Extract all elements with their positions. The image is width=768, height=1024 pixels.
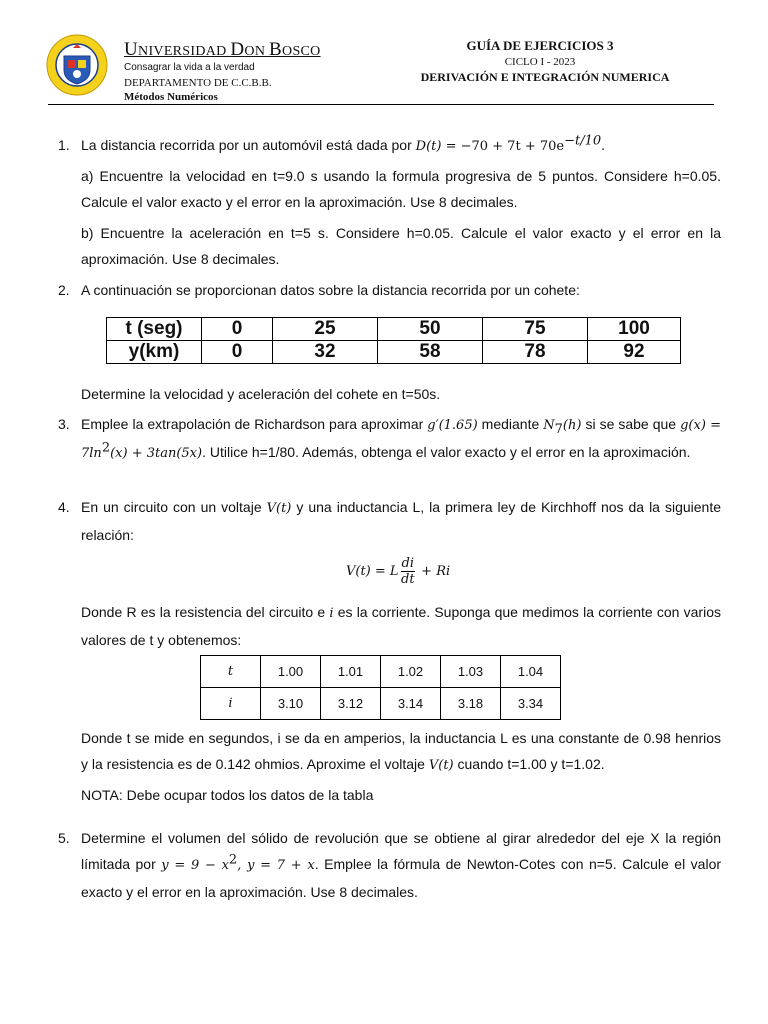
table-cell: 78 [483,341,588,364]
motto: Consagrar la vida a la verdad [124,62,255,73]
topic: DERIVACIÓN E INTEGRACIÓN NUMERICA [420,70,670,84]
table-cell: 3.12 [321,688,381,720]
problem-4-statement: En un circuito con un voltaje V(t) y una inductancia L, la primera ley de Kirchhoff nos da la siguiente relación: [81,499,722,543]
table-cell: 100 [588,318,681,341]
problem-4-current-text: Donde R es la resistencia del circuito e i es la corriente. Suponga que medimos la corriente con varios valores de t y obtenemos: [81,604,721,648]
table-cell: t (seg) [107,318,202,341]
table-cell: 3.34 [501,688,561,720]
table-cell: i [201,688,261,720]
table-cell: 1.01 [321,656,381,688]
problem-5-statement: Determine el volumen del sólido de revolución que se obtiene al girar alrededor del eje X la región límitada por $y = 9 - x^2$, y = 7 + x. Emplee la fórmula de Newton-Cotes con n=5. Calcule el valor exacto y el error en la aproximación. Use 8 decimales. [81,830,722,900]
guide-title: GUÍA DE EJERCICIOS 3 [466,38,614,53]
table-cell: 1.04 [501,656,561,688]
table-cell: 3.10 [261,688,321,720]
department: DEPARTAMENTO DE C.C.B.B. [124,77,272,89]
table-cell: 75 [483,318,588,341]
problem-3-number: 3. [58,416,70,432]
table-cell: t [201,656,261,688]
table-cell: 50 [378,318,483,341]
problem-5-number: 5. [58,830,70,846]
table-cell: 3.18 [441,688,501,720]
current-data-table [200,655,561,720]
table-row [201,656,561,688]
problem-4-number: 4. [58,499,70,515]
problem-1a: a) Encuentre la velocidad en t=9.0 s usando la formula progresiva de 5 puntos. Considere h=0.05. Calcule el valor exacto y el error en la aproximación. Use 8 decimales. [81,168,721,210]
problem-4-note: NOTA: Debe ocupar todos los datos de la tabla [81,787,374,803]
university-name: UNIVERSIDAD DON BOSCO [124,39,321,60]
table-cell: 1.00 [261,656,321,688]
course-name: Métodos Numéricos [124,91,218,103]
problem-2-statement: A continuación se proporcionan datos sobre la distancia recorrida por un cohete: [81,282,580,298]
table-row [201,688,561,720]
table-cell: 1.03 [441,656,501,688]
problem-1b: b) Encuentre la aceleración en t=5 s. Considere h=0.05. Calcule el valor exacto y el error en la aproximación. Use 8 decimales. [81,225,721,267]
problem-4-question: Donde t se mide en segundos, i se da en amperios, la inductancia L es una constante de 0.98 henrios y la resistencia es de 0.142 ohmios. Aproxime el voltaje V(t) cuando t=1.00 y t=1.02. [81,730,721,773]
problem-3-statement: Emplee la extrapolación de Richardson para aproximar g′(1.65) mediante $N_7(h)$ si se sabe que $g(x) = 7\ln^2(x) + 3\tan(5x)$. Utilice h=1/80. Además, obtenga el valor exacto y el error en la aproximación. [81,416,722,461]
table-cell: 58 [378,341,483,364]
problem-1-statement: La distancia recorrida por un automóvil está dada por $D(t) = -70 + 7t + 70e^{-t/10}$. [81,133,606,154]
table-cell: 0 [202,318,273,341]
table-cell: 3.14 [381,688,441,720]
kirchhoff-formula: V(t) = L $\frac{di}{dt}$ + Ri [346,556,451,587]
table-row [107,318,681,341]
table-cell: 92 [588,341,681,364]
table-cell: 32 [273,341,378,364]
problem-2-number: 2. [58,282,70,298]
table-row [107,341,681,364]
table-cell: 0 [202,341,273,364]
problem-2-question: Determine la velocidad y aceleración del cohete en t=50s. [81,386,441,402]
table-cell: 25 [273,318,378,341]
table-cell: y(km) [107,341,202,364]
problem-1-number: 1. [58,137,70,153]
rocket-data-table [106,317,681,364]
cycle: CICLO I - 2023 [504,56,576,68]
table-cell: 1.02 [381,656,441,688]
